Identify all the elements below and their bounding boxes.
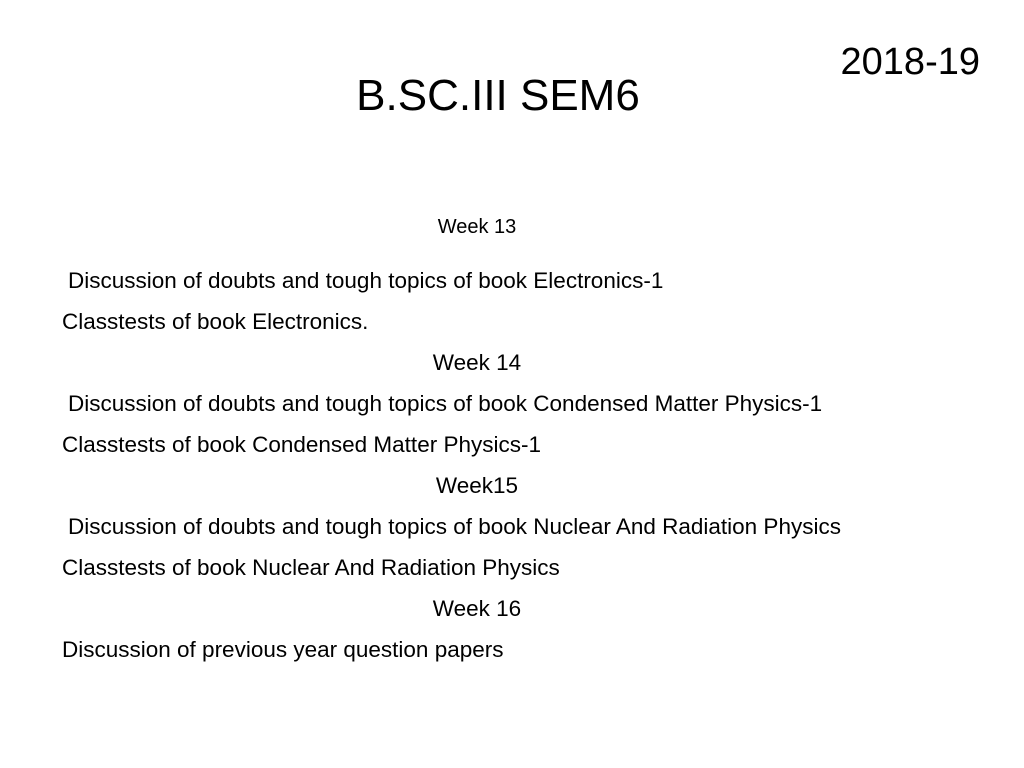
schedule-line: Classtests of book Nuclear And Radiation Physics (62, 555, 560, 580)
week-heading-15: Week15 (435, 473, 519, 498)
schedule-line: Discussion of doubts and tough topics of book Electronics-1 (68, 268, 664, 293)
academic-year: 2018-19 (840, 41, 980, 83)
schedule-line: Discussion of doubts and tough topics of book Condensed Matter Physics-1 (68, 391, 823, 416)
schedule-content (62, 260, 982, 670)
schedule-line: Classtests of book Electronics. (62, 309, 369, 334)
schedule-line: Classtests of book Condensed Matter Physics-1 (62, 432, 541, 457)
week-heading-16: Week 16 (432, 596, 522, 621)
slide-title: B.SC.III SEM6 (356, 71, 640, 120)
week-heading-13: Week 13 (437, 216, 517, 238)
week-heading-14: Week 14 (432, 350, 522, 375)
schedule-line: Discussion of doubts and tough topics of book Nuclear And Radiation Physics (68, 514, 841, 539)
schedule-line: Discussion of previous year question papers (62, 637, 504, 662)
